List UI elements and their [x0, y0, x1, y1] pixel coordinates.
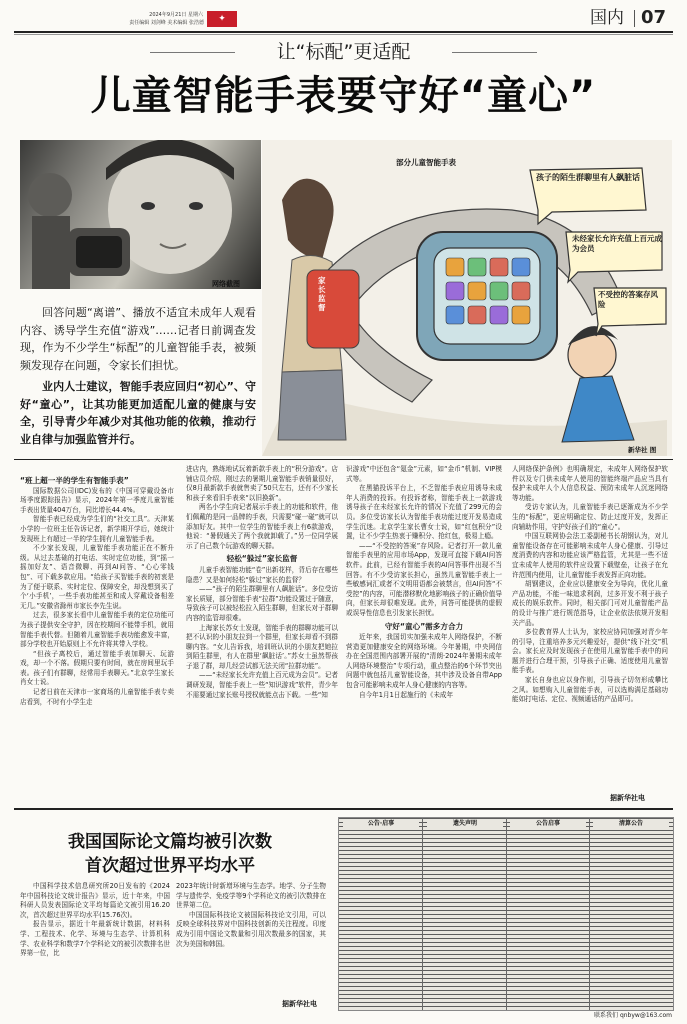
bubble-recharge: 未经家长允许充值上百元成为会员 [572, 234, 662, 253]
col3-paragraph: 近年来，我国切实加强未成年人网络保护，不断营造更加健康安全的网络环境。今年暑期，中央网信办在全国范围内部署开展的“清朗·2024年暑期未成年人网络环境整治”专项行动，重点整治的6个环节突出问题中就包括儿童智能设备，其中涉及设备自带App包含可能影响未成年人身心健康的内容等。 [346, 633, 502, 690]
notice-heading: 遗失声明 [427, 820, 503, 828]
notice-heading: 公告启事 [510, 820, 586, 828]
notices-divider [422, 818, 423, 1010]
col4-paragraph: 人网络保护条例》也明确规定，未成年人网络保护软件以及专门供未成年人使用的智能终端产品应当具有保护未成年人个人信息权益、预防未成年人沉迷网络等功能。 [512, 465, 668, 502]
lead-paragraph-2: 业内人士建议，智能手表应回归“初心”、守好“童心”，让其功能更加适配儿童的健康与安全，引导青少年减少对其他功能的依赖，推动行业自律与加强监管并行。 [20, 380, 256, 446]
col1-paragraph: 记者日前在天津市一家商场的儿童智能手表专卖店看到，不时有小学生走 [20, 688, 174, 706]
section-divider [634, 10, 635, 27]
footer-contact: 联系我们 qnbyw@163.com [594, 1012, 672, 1019]
lead-rule [14, 459, 673, 460]
lead-paragraph-1: 回答问题“离谱”、播放不适宜未成年人观看内容、诱导学生充值“游戏”……记者日前调查发现，作为不少学生“标配”的儿童智能手表，被频频发现存在问题，令家长们担忧。 [20, 306, 256, 372]
section-label: 国内 [590, 8, 624, 28]
col2-paragraph: 上海家长苏女士发现，智能手表的群聊功能可以把不认识的小朋友拉到一个群里，但家长却看不到群聊内容。“女儿告诉我，培训班认识的小朋友把她拉到陌生群里，有人在群里‘飙脏话’。”苏女士虽然帮孩子退了群，却几经尝试都无法关闭“拉群功能”。 [186, 623, 338, 670]
col3-paragraph: 在黑猫投诉平台上，不乏智能手表应用诱导未成年人消费的投诉。有投诉者称，智能手表上一款游戏诱导孩子在未经家长允许的情况下充值了299元的会员。多位受访家长认为智能手表功能过度开发易造成学生沉迷。北京学生家长曹女士说，如“红包积分”设置，让不少学生热衷于赚积分、抢红包，极易上瘾。 [346, 484, 502, 541]
article-column-1 [20, 476, 174, 796]
header-staff: 责任编辑 刘剑峰 美术编辑 张浩德 [129, 20, 204, 26]
article-column-2 [186, 465, 338, 797]
col1-paragraph: “但孩子离校后，通过智能手表加聊天、玩游戏，却一个不落。假期只要有时间，就在房间里玩手表。孩子们有群聊，经常用手表聊天。”北京学生家长肖女士说。 [20, 649, 174, 687]
col4-paragraph: 中国互联网协会法工委副秘书长胡钢认为，对儿童智能设备存在可能影响未成年人身心健康、引导过度消费的内容和功能应该严格监管，尤其是一些不适宜未成年人使用的软件应设置下载壁垒，让孩子在允许范围内使用，让儿童智能手表发挥正向功能。 [512, 532, 668, 579]
child-photo [20, 140, 261, 289]
second-paragraph: 中国国际科技论文被国际科技论文引用，可以反映全球科技界对中国科技创新的关注程度。印度成为引用中国论文数量和引用次数最多的国家，其次为美国和韩国。 [176, 910, 326, 948]
col3-heading: 守好“童心”需多方合力 [384, 621, 464, 631]
col2-heading: 轻松“躲过”家长监督 [226, 554, 298, 564]
header-rule [14, 31, 673, 33]
kicker-line-left [150, 52, 235, 53]
col2-paragraph: 儿童手表智能功能“卷”出新花样，背后存在哪些隐患？又是如何轻松“躲过”家长的监督？ [186, 565, 338, 584]
col1-heading: “班上超一半的学生有智能手表” [20, 476, 129, 485]
col3-paragraph: 自今年1月1日起施行的《未成年 [359, 690, 454, 699]
col2-paragraph: ——“孩子的陌生群聊里有人飙脏话”。多位受访家长质疑，部分智能手表“拉群”功能设置过于随意，导致孩子可以被轻松拉入陌生群聊，但家长对于群聊内容的监管却很难。 [186, 585, 338, 622]
col4-paragraph: 多位教育界人士认为，家校应协同加强对青少年的引导，注重培养多元兴趣爱好，提供“线下社交”机会。家长应及时发现孩子在使用儿童智能手表中的问题并进行合理干预，引导孩子正确、适度使用儿童智能手表。 [512, 628, 668, 675]
col1-paragraph: 过去，很多家长看中儿童智能手表的定位功能可为孩子提供安全守护，因在校期间不能带手机，就用智能手表代替。但随着儿童智能手表功能愈发丰富，部分学校也开始原则上不允许将其带入学校。 [20, 611, 174, 649]
second-paragraph: 报告显示，据近十年最新统计数据，材料科学、工程技术、化学、环境与生态学、计算机科学、农业科学和数学7个学科论文的被引次数排名世界第一位，比 [20, 920, 170, 958]
notices-block [338, 817, 674, 1011]
main-headline: 儿童智能手表要守好“童心” [90, 73, 597, 119]
header-logo-glyph: ✦ [218, 14, 226, 24]
notice-heading: 公告·启事 [343, 820, 419, 828]
col1-paragraph: 智能手表已经成为学生们的“社交工具”。天津某小学的一位班主任告诉记者，新学期开学后，她统计发现班上有超过一半的学生拥有儿童智能手表。 [20, 515, 174, 543]
second-paragraph: 中国科学技术信息研究所20日发布的《2024年中国科技论文统计报告》显示，近十年来，中国科研人员发表国际论文平均每篇论文被引用16.20次，首次超过世界平均水平(15.76次)。 [20, 882, 170, 919]
article-column-3 [346, 465, 502, 797]
notices-divider [506, 818, 507, 1010]
band-label: 家长监督 [318, 276, 326, 312]
notice-heading: 清算公告 [593, 820, 669, 828]
child-photo-art [20, 140, 261, 289]
col2-paragraph: ——“未经家长允许充值上百元成为会员”。记者调研发现，智能手表上一些“知识游戏”软件，青少年不需要通过家长账号授权就能点击下载。一些“知 [186, 671, 338, 699]
main-article-credit: 据新华社电 [610, 794, 645, 802]
col4-paragraph: 受访专家认为，儿童智能手表已逐渐成为不少学生的“标配”，更应明确定位、防止过度开发，发挥正向辅助作用，守护好孩子们的“童心”。 [512, 503, 668, 531]
col1-paragraph: 不少家长发现，儿童智能手表功能正在不断升级。从过去基础的打电话、实时定位功能，到“摇一摇加好友”、语音微聊、再到AI问答、“心心零钱包”、可下载多款应用。“给孩子买智能手表的初衷是为了便于联系、实时定位、保障安全，却没想到买了个‘小手机’，一些手表功能甚至和成人穿戴设备相差无几。”安徽省滁州市家长李先生说。 [20, 544, 174, 610]
second-column-2 [176, 882, 326, 1010]
section-rule [14, 808, 673, 810]
col2-paragraph: 进店内，熟练地试玩着新款手表上的“积分游戏”。店铺店员介绍，刚过去的暑期儿童智能手表销量很好，仅8月最新款手表就售卖了50只左右，还有不少家长和孩子来看旧手表来“以旧换新”。 [186, 465, 338, 502]
col4-paragraph: 胡钢建议，企业应以健康安全为导向，优化儿童产品功能，不能一味追求利润，过多开发不利于孩子成长的娱乐软件。同时，相关部门可对儿童智能产品的设计与推广进行规范指导，让企业依法依规开发相关产品。 [512, 580, 668, 627]
col3-paragraph: ——“不受控的答案”存风险。记者打开一款儿童智能手表里的应用市场App，发现可直接下载AI问答软件。此前，已经有智能手表的AI问答事件出现不当回答。有不少受访家长担心，虽然儿童智能手表上一些敏感词汇或者不文明用语都会被禁言，但AI问答“不受控”的内容，可能潜移默化地影响孩子的正确价值导向，但家长却很难发现。此外，问答可能提供的虚假或误导性信息也引发家长担忧。 [346, 541, 502, 617]
second-headline-2: 首次超过世界平均水平 [85, 856, 255, 876]
second-credit: 据新华社电 [282, 1000, 317, 1008]
notices-divider [589, 818, 590, 1010]
photo-credit: 网络截图 [212, 280, 240, 288]
cartoon-credit: 新华社 图 [628, 446, 657, 454]
second-headline-1: 我国国际论文篇均被引次数 [68, 832, 272, 852]
second-column-1 [20, 882, 170, 1010]
bubble-stranger-chat: 孩子的陌生群聊里有人飙脏话 [536, 173, 640, 182]
header-accent [14, 34, 673, 35]
col1-paragraph: 国际数据公司(IDC)发布的《中国可穿戴设备市场季度跟踪报告》显示，2024年第一季度儿童智能手表出货量404万台，同比增长44.4%。 [20, 486, 174, 514]
header-date: 2024年9月21日 星期六 [149, 12, 203, 18]
col3-paragraph: 识游戏”中还包含“氪金”元素，如“金币”机制、VIP模式等。 [346, 465, 502, 483]
kicker: 让“标配”更适配 [276, 41, 411, 63]
bubble-ai-answers: 不受控的答案存风险 [598, 290, 658, 309]
col2-paragraph: 两名小学生向记者展示手表上的功能和软件，他们佩戴的是同一品牌的手表，只需要“碰一碰”就可以添加好友。其中一位学生的智能手表上有6款游戏，他说：“暑假通关了两个我就卸载了。”另一位同学展示了自己数个玩游戏的聊天群。 [186, 503, 338, 550]
kicker-line-right [452, 52, 537, 53]
article-column-4 [512, 465, 668, 797]
watch-tag-label: 部分儿童智能手表 [396, 158, 456, 167]
col4-paragraph: 家长自身也应以身作则，引导孩子切勿形成攀比之风。如想购入儿童智能手表，可以选购满足基础功能如打电话、定位、视频通话的产品即可。 [512, 676, 668, 704]
page-number: 07 [641, 7, 667, 28]
second-paragraph: 2023年统计时新增环境与生态学。地学、分子生物学与遗传学、免疫学等9个学科论文的被引次数排在世界第二位。 [176, 882, 326, 910]
